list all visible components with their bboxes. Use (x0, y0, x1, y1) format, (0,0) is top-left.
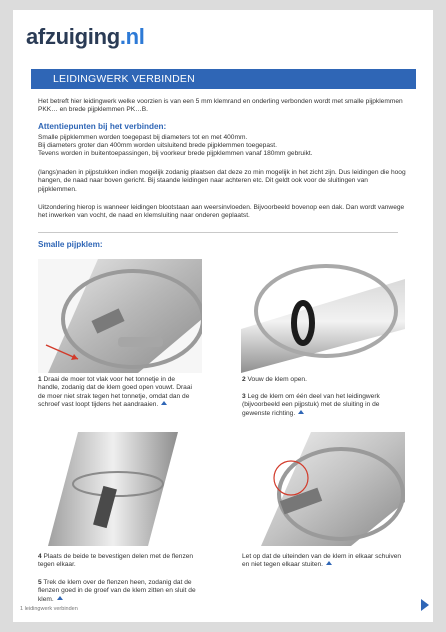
divider (38, 232, 398, 233)
back-to-top-icon[interactable] (298, 410, 304, 414)
document-page (13, 10, 433, 622)
logo-tld: .nl (119, 24, 145, 49)
step-2 (242, 376, 402, 384)
attention-para-2: (langs)naden in pijpstukken indien mogelijk zodanig plaatsen dat deze zo min mogelijk in het zicht zijn. Dus leidingen die hoog hangen, de naad naar boven gericht. Bij staande leidingen naar achteren etc. Dit geldt ook voor de sluitingen van pijpklemmen. (38, 169, 406, 193)
back-to-top-icon[interactable] (326, 561, 332, 565)
note-text: Let op dat de uiteinden van de klem in elkaar schuiven en niet tegen elkaar stuiten. (242, 553, 402, 569)
next-page-arrow-icon[interactable] (421, 599, 429, 611)
attention-line-1: Smalle pijpklemmen worden toegepast bij diameters tot en met 400mm. (38, 134, 248, 141)
photo-step-5 (241, 432, 405, 546)
step-2-text: Vouw de klem open. (247, 376, 307, 383)
footer-text: 1 leidingwerk verbinden (20, 606, 78, 612)
back-to-top-icon[interactable] (57, 596, 63, 600)
attention-line-3: Tevens worden in buitentoepassingen, bij voorkeur brede pijpklemmen vanaf 180mm gebruikt. (38, 150, 313, 157)
step-2-number: 2 (242, 376, 246, 383)
step-4-number: 4 (38, 553, 42, 560)
attention-para-3: Uitzondering hierop is wanneer leidingen blootstaan aan weersinvloeden. Bijvoorbeeld bovenop een dak. Dan wordt vanwege het inwerken van vocht, de naad en klemsluiting naar onderen geplaatst. (38, 204, 405, 220)
step-3 (242, 393, 402, 418)
step-5 (38, 579, 198, 604)
step-4 (38, 553, 198, 570)
logo[interactable] (26, 24, 145, 50)
intro-text: Het betreft hier leidingwerk welke voorzien is van een 5 mm klemrand en onderling verbonden wordt met smalle pijpklemmen PKK… en brede pijpklemmen PK…B. (38, 98, 403, 114)
attention-line-2: Bij diameters groter dan 400mm worden uitsluitend brede pijpklemmen toegepast. (38, 142, 277, 149)
attention-heading: Attentiepunten bij het verbinden: (38, 122, 167, 131)
step-1 (38, 376, 198, 410)
photo-step-4 (38, 432, 202, 546)
step-4-text: Plaats de beide te bevestigen delen met de flenzen tegen elkaar. (38, 553, 194, 569)
back-to-top-icon[interactable] (161, 401, 167, 405)
step-5-number: 5 (38, 579, 42, 586)
step-3-number: 3 (242, 393, 246, 400)
step-5-text: Trek de klem over de flenzen heen, zodanig dat de flenzen goed in de groef van de klem zitten en sluit de klem. (38, 579, 196, 603)
note (242, 553, 402, 570)
step-1-text: Draai de moer tot vlak voor het tonnetje in de handle, zodanig dat de klem goed open vouwt. Draai de moer niet strak tegen het tonnetje, omdat dan de schroef vast loopt tijdens het aandraaien. (38, 376, 192, 409)
step-1-number: 1 (38, 376, 42, 383)
photo-step-2 (241, 259, 405, 373)
photo-step-1 (38, 259, 202, 373)
section-title: LEIDINGWERK VERBINDEN (53, 73, 195, 85)
step-3-text: Leg de klem om één deel van het leidingwerk (bijvoorbeeld een pijpstuk) met de sluiting in de gewenste richting. (242, 393, 380, 417)
small-clamp-heading: Smalle pijpklem: (38, 240, 103, 249)
section-title-bar (31, 69, 416, 89)
logo-name: afzuiging (26, 24, 120, 49)
